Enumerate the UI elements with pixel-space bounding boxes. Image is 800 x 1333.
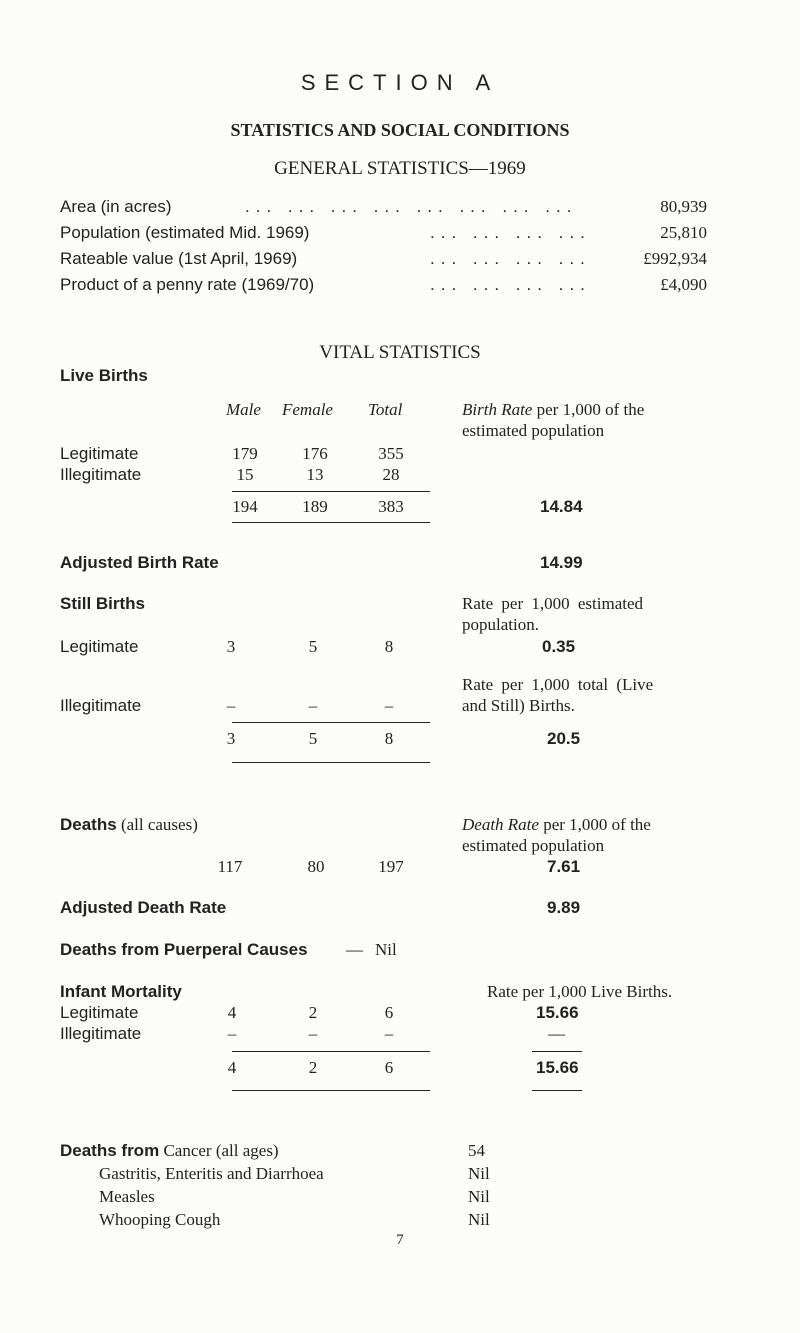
stat-label: Area (in acres) [60,197,172,216]
infant-rate-value: 15.66 [536,1003,579,1022]
male-value: 179 [232,444,258,463]
stat-value: £992,934 [643,249,707,268]
infant-rate-value: — [548,1024,565,1043]
still-rate-value: 0.35 [542,637,576,656]
still-total: 3 [226,729,236,748]
legitimate-label: Legitimate [60,637,139,656]
still-value: 5 [308,637,318,656]
infant-total: 6 [384,1058,394,1077]
illegitimate-label: Illegitimate [60,1024,142,1043]
leader-dots: ... ... ... ... [430,223,591,242]
divider [232,1090,430,1091]
stat-label: Product of a penny rate (1969/70) [60,275,315,294]
infant-value: – [384,1024,394,1043]
birth-rate-rest: per 1,000 of the [536,400,645,419]
section-title: SECTION A [300,70,500,95]
still-rate2-note: Rate per 1,000 total (Live [462,675,654,694]
cause-label: Whooping Cough [99,1210,221,1229]
infant-total: 2 [308,1058,318,1077]
col-female: Female [282,400,333,419]
stat-label: Rateable value (1st April, 1969) [60,249,298,268]
total-value: 28 [382,465,400,484]
still-value: – [384,696,394,715]
grand-total: 383 [378,497,404,516]
divider [232,722,430,723]
infant-rate-note: Rate per 1,000 Live Births. [487,982,673,1001]
legitimate-label: Legitimate [60,444,139,463]
deaths-female: 80 [307,857,325,876]
cancer-label-bold: Deaths from [60,1141,160,1160]
still-total: 8 [384,729,394,748]
infant-total-rate: 15.66 [536,1058,579,1077]
female-value: 13 [306,465,324,484]
illegitimate-label: Illegitimate [60,465,142,484]
death-rate-note-line2: estimated population [462,836,605,855]
illegitimate-label: Illegitimate [60,696,142,715]
death-rate-value: 7.61 [547,857,581,876]
cause-value: Nil [468,1187,490,1206]
cancer-label-rest: Cancer (all ages) [163,1141,279,1160]
divider [232,522,430,523]
stat-label: Population (estimated Mid. 1969) [60,223,310,242]
still-value: – [308,696,318,715]
cause-label: Measles [99,1187,155,1206]
stat-value: 80,939 [660,197,707,216]
general-statistics-heading: GENERAL STATISTICS—1969 [274,158,526,179]
infant-value: 2 [308,1003,318,1022]
divider [532,1051,582,1052]
col-male: Male [226,400,261,419]
cancer-label [60,1141,279,1161]
adjusted-birth-rate-label: Adjusted Birth Rate [60,553,219,572]
vital-statistics-heading: VITAL STATISTICS [319,342,481,363]
death-rate-note [462,815,651,835]
still-rate-note: Rate per 1,000 estimated [462,594,644,613]
adjusted-death-rate-value: 9.89 [547,898,581,917]
death-rate-word: Death Rate [462,815,539,834]
deaths-male: 117 [217,857,243,876]
female-value: 176 [302,444,328,463]
deaths-label-bold: Deaths [60,815,117,834]
divider [232,491,430,492]
cause-value: Nil [468,1210,490,1229]
divider [532,1090,582,1091]
infant-value: 4 [227,1003,237,1022]
stat-value: £4,090 [660,275,707,294]
cause-value: Nil [468,1164,490,1183]
deaths-label-rest: (all causes) [120,815,198,834]
puerperal-value: Nil [375,940,397,959]
puerperal-label: Deaths from Puerperal Causes [60,940,308,959]
stat-value: 25,810 [660,223,707,242]
col-total: Total [368,400,403,419]
birth-rate-note-line2: estimated population [462,421,605,440]
infant-total: 4 [227,1058,237,1077]
still-rate-note-line2: population. [462,615,539,634]
main-heading: STATISTICS AND SOCIAL CONDITIONS [230,120,570,140]
live-births-label: Live Births [60,366,148,385]
adjusted-birth-rate-value: 14.99 [540,553,583,572]
infant-value: – [227,1024,237,1043]
cause-label: Gastritis, Enteritis and Diarrhoea [99,1164,324,1183]
death-rate-rest: per 1,000 of the [543,815,651,834]
infant-mortality-label: Infant Mortality [60,982,182,1001]
leader-dots: ... ... ... ... ... ... ... ... [245,197,578,216]
still-value: 3 [226,637,236,656]
infant-value: 6 [384,1003,394,1022]
deaths-label [60,815,198,835]
divider [232,1051,430,1052]
still-value: 8 [384,637,394,656]
deaths-total: 197 [378,857,404,876]
adjusted-death-rate-label: Adjusted Death Rate [60,898,227,917]
page-number: 7 [396,1232,404,1248]
male-value: 15 [236,465,254,484]
birth-rate-value: 14.84 [540,497,583,516]
still-value: – [226,696,236,715]
leader-dots: ... ... ... ... [430,275,591,294]
total-value: 355 [378,444,404,463]
puerperal-dash: — [346,940,363,959]
infant-value: – [308,1024,318,1043]
leader-dots: ... ... ... ... [430,249,591,268]
still-total: 5 [308,729,318,748]
still-total-rate: 20.5 [547,729,581,748]
still-births-label: Still Births [60,594,146,613]
birth-rate-word: Birth Rate [462,400,533,419]
cancer-value: 54 [468,1141,485,1160]
female-total: 189 [302,497,328,516]
still-rate2-note-line2: and Still) Births. [462,696,575,715]
divider [232,762,430,763]
male-total: 194 [232,497,258,516]
legitimate-label: Legitimate [60,1003,139,1022]
birth-rate-note [462,400,644,420]
